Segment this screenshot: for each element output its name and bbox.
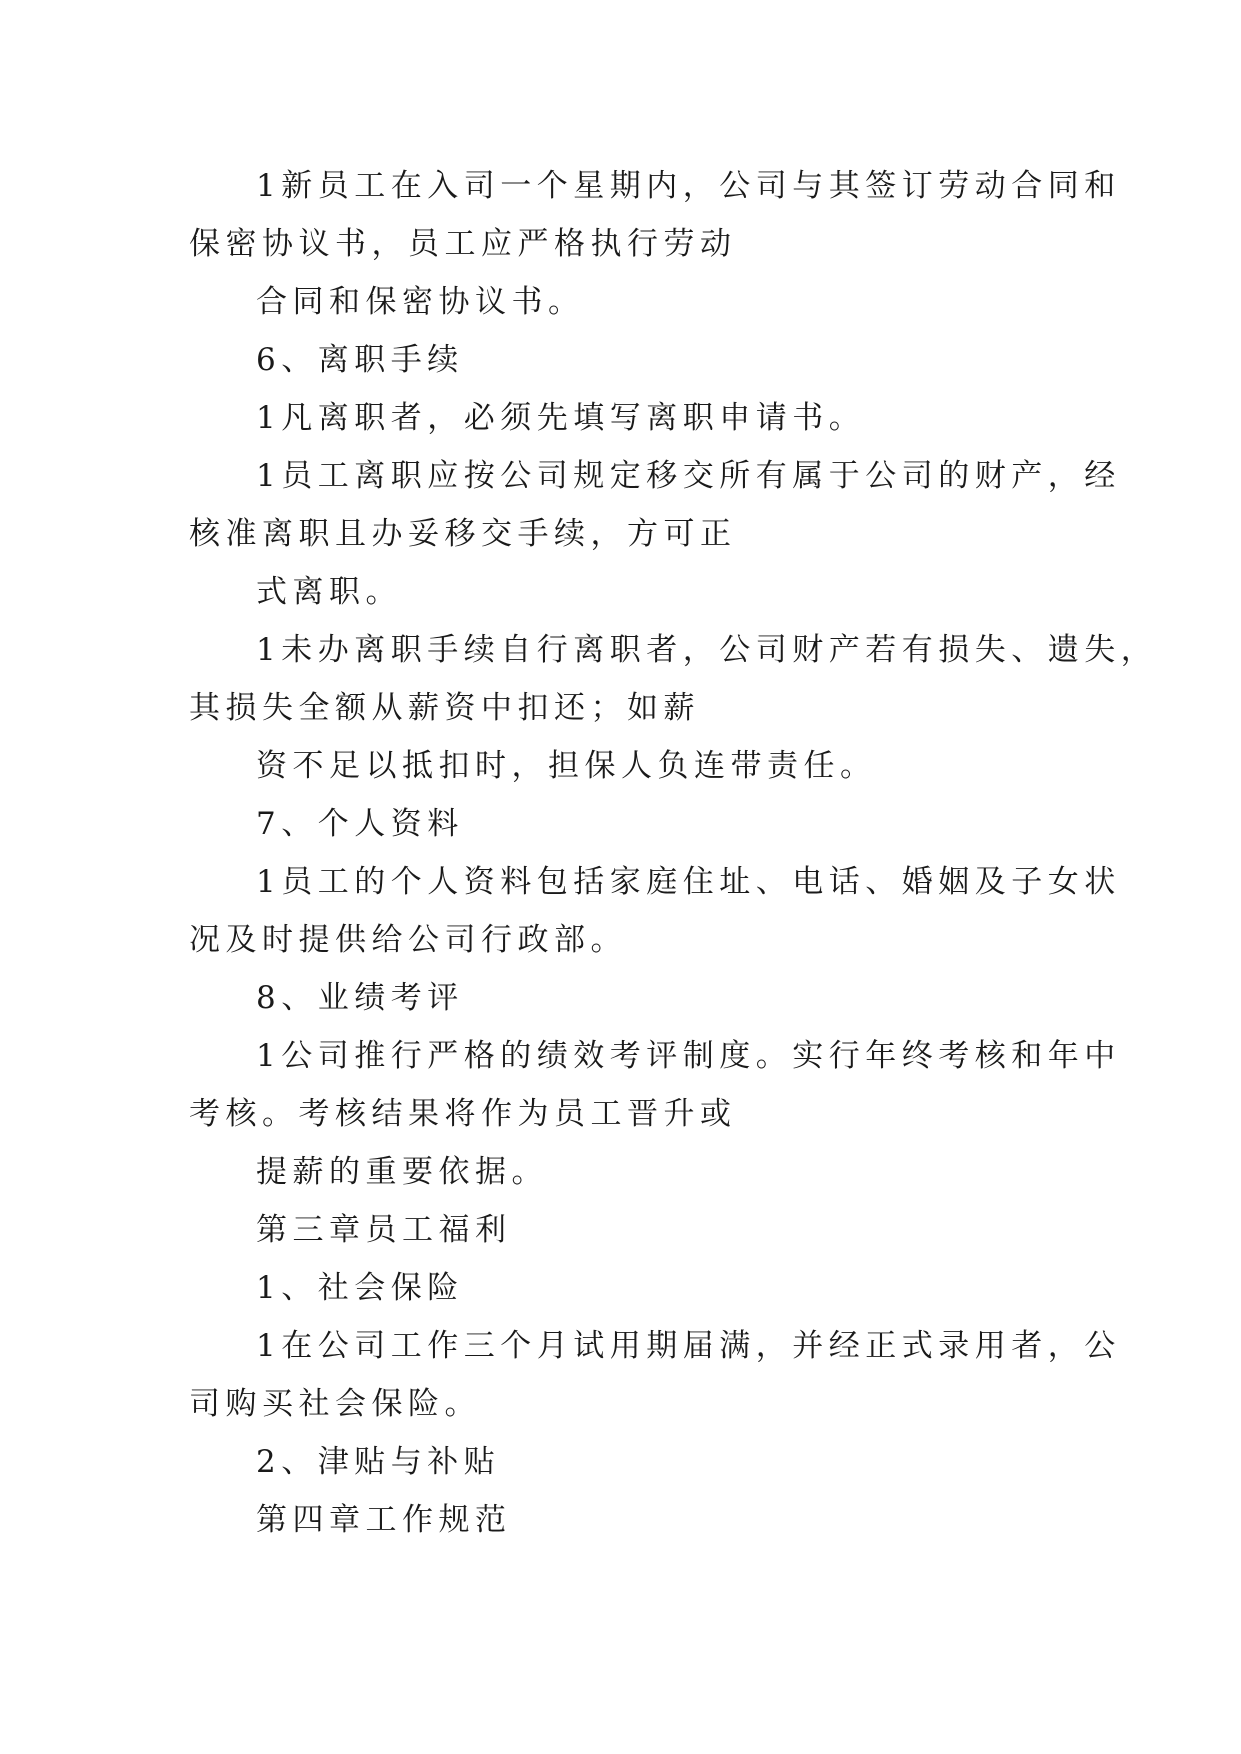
chapter-heading: 第三章员工福利	[256, 1212, 512, 1248]
paragraph-line: 考核。考核结果将作为员工晋升或	[189, 1096, 737, 1132]
section-heading: 8、业绩考评	[256, 980, 464, 1016]
paragraph-line: 司购买社会保险。	[189, 1386, 481, 1422]
chapter-heading: 第四章工作规范	[256, 1502, 512, 1538]
section-heading: 1、社会保险	[256, 1270, 464, 1306]
section-heading: 2、津贴与补贴	[256, 1444, 501, 1480]
paragraph-line: 况及时提供给公司行政部。	[189, 922, 627, 958]
paragraph-line: 1在公司工作三个月试用期届满，并经正式录用者，公	[256, 1328, 1121, 1364]
paragraph-line: 核准离职且办妥移交手续，方可正	[189, 516, 737, 552]
paragraph-line: 其损失全额从薪资中扣还；如薪	[189, 690, 700, 726]
section-heading: 6、离职手续	[256, 342, 464, 378]
paragraph-line: 1员工离职应按公司规定移交所有属于公司的财产，经	[256, 458, 1121, 494]
paragraph-line: 合同和保密协议书。	[256, 284, 585, 320]
paragraph-line: 1新员工在入司一个星期内，公司与其签订劳动合同和	[256, 168, 1121, 204]
paragraph-line: 资不足以抵扣时，担保人负连带责任。	[256, 748, 877, 784]
paragraph-line: 1员工的个人资料包括家庭住址、电话、婚姻及子女状	[256, 864, 1121, 900]
section-heading: 7、个人资料	[256, 806, 464, 842]
paragraph-line: 1未办离职手续自行离职者，公司财产若有损失、遗失，	[256, 632, 1158, 668]
paragraph-line: 1公司推行严格的绩效考评制度。实行年终考核和年中	[256, 1038, 1121, 1074]
paragraph-line: 提薪的重要依据。	[256, 1154, 548, 1190]
paragraph-line: 保密协议书，员工应严格执行劳动	[189, 226, 737, 262]
paragraph-line: 式离职。	[256, 574, 402, 610]
paragraph-line: 1凡离职者，必须先填写离职申请书。	[256, 400, 866, 436]
